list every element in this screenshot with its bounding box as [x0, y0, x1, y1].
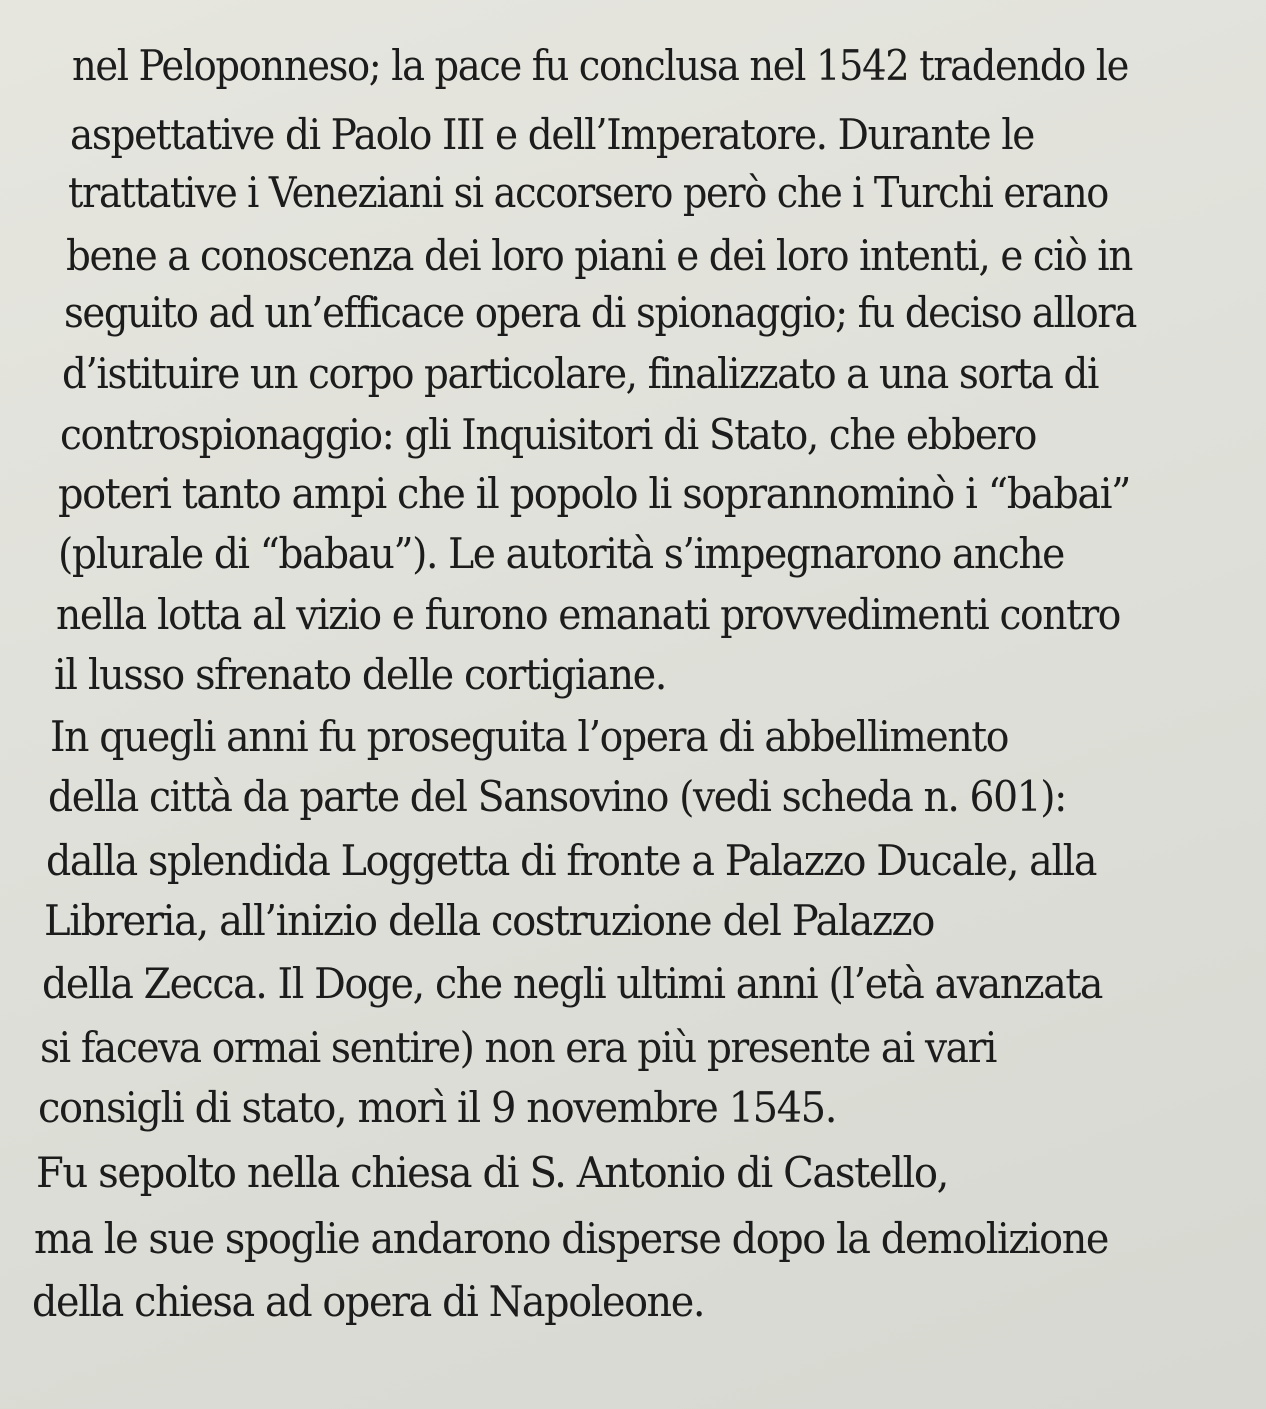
text-line-1: nel Peloponneso; la pace fu conclusa nel 1542 tradendo le [72, 41, 1129, 90]
text-line-15: Libreria, all’inizio della costruzione del Palazzo [44, 896, 934, 945]
text-line-12: In quegli anni fu proseguita l’opera di abbellimento [50, 712, 1008, 761]
text-line-19: Fu sepolto nella chiesa di S. Antonio di Castello, [36, 1148, 949, 1197]
text-line-4: bene a conoscenza dei loro piani e dei loro intenti, e ciò in [66, 231, 1132, 280]
text-line-16: della Zecca. Il Doge, che negli ultimi anni (l’età avanzata [42, 959, 1102, 1008]
text-line-3: trattative i Veneziani si accorsero però che i Turchi erano [68, 168, 1108, 217]
text-line-20: ma le sue spoglie andarono disperse dopo la demolizione [34, 1214, 1109, 1263]
text-line-5: seguito ad un’efficace opera di spionaggio; fu deciso allora [64, 288, 1136, 337]
text-line-17: si faceva ormai sentire) non era più presente ai vari [40, 1023, 996, 1072]
text-line-13: della città da parte del Sansovino (vedi scheda n. 601): [48, 772, 1067, 821]
text-line-11: il lusso sfrenato delle cortigiane. [54, 650, 667, 699]
text-line-10: nella lotta al vizio e furono emanati provvedimenti contro [56, 590, 1120, 639]
text-line-18: consigli di stato, morì il 9 novembre 1545. [38, 1083, 836, 1132]
text-line-6: d’istituire un corpo particolare, finalizzato a una sorta di [62, 349, 1099, 398]
text-line-7: controspionaggio: gli Inquisitori di Stato, che ebbero [60, 410, 1036, 459]
text-line-21: della chiesa ad opera di Napoleone. [32, 1277, 705, 1326]
text-line-14: dalla splendida Loggetta di fronte a Palazzo Ducale, alla [46, 836, 1097, 885]
text-line-2: aspettative di Paolo III e dell’Imperatore. Durante le [70, 110, 1034, 159]
text-line-9: (plurale di “babau”). Le autorità s’impegnarono anche [58, 529, 1064, 578]
text-line-8: poteri tanto ampi che il popolo li soprannominò i “babai” [58, 469, 1131, 518]
